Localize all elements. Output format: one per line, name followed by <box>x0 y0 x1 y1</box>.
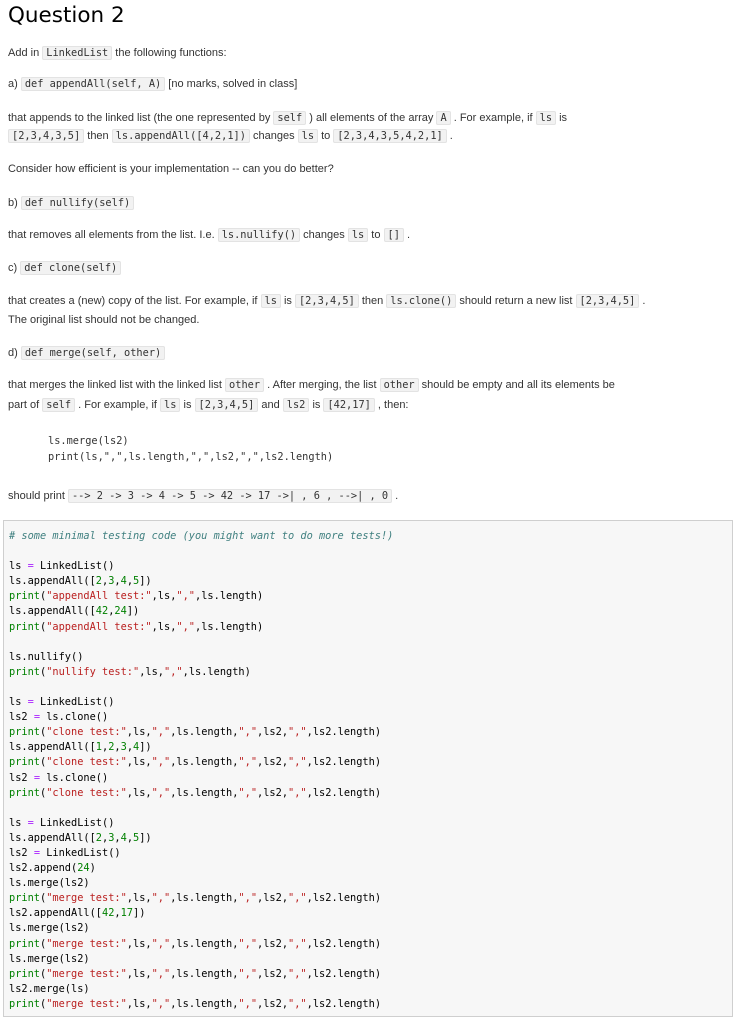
merge-example-line1: ls.merge(ls2) <box>48 435 129 447</box>
code-line: ls.appendAll([1,2,3,4]) <box>9 741 152 754</box>
part-a-signature: def appendAll(self, A) <box>21 77 165 91</box>
text: that merges the linked list with the linked list <box>8 379 226 391</box>
code-line: print("merge test:",ls,",",ls.length,",",ls2,",",ls2.length) <box>9 937 382 950</box>
part-a-efficiency: Consider how efficient is your implementation -- can you do better? <box>8 163 334 175</box>
code-line: ls2 = LinkedList() <box>9 846 121 859</box>
part-d-signature: def merge(self, other) <box>21 346 165 360</box>
text: . For example, if <box>450 112 536 124</box>
code-line: ls = LinkedList() <box>9 560 115 573</box>
text: that removes all elements from the list. I.e. <box>8 229 218 241</box>
part-d-should-print <box>8 488 725 504</box>
text: is <box>556 112 568 124</box>
code-call: ls.clone() <box>386 294 456 308</box>
part-c-label: c) <box>8 262 21 274</box>
code-line: print("merge test:",ls,",",ls.length,",",ls2,",",ls2.length) <box>9 892 382 905</box>
intro-prefix: Add in <box>8 47 43 59</box>
code-result: [2,3,4,5] <box>576 294 640 308</box>
text: . <box>446 130 453 142</box>
code-list: [2,3,4,3,5] <box>8 129 84 143</box>
code-other: other <box>225 378 264 392</box>
code-ls: ls <box>536 111 556 125</box>
text: then <box>84 130 112 142</box>
text: to <box>318 130 334 142</box>
part-b-signature: def nullify(self) <box>21 196 134 210</box>
code-line: ls.appendAll([42,24]) <box>9 605 140 618</box>
text: ) all elements of the array <box>306 112 437 124</box>
code-line: ls.nullify() <box>9 650 84 663</box>
code-call: ls.nullify() <box>218 228 300 242</box>
code-result: [] <box>384 228 404 242</box>
code-blank-line <box>9 680 393 695</box>
text: . <box>639 295 646 307</box>
text: then <box>358 295 387 307</box>
code-ls2: ls2 <box>283 398 310 412</box>
text: is <box>180 399 195 411</box>
code-line: print("merge test:",ls,",",ls.length,",",ls2,",",ls2.length) <box>9 997 382 1010</box>
code-self: self <box>42 398 75 412</box>
code-other: other <box>380 378 419 392</box>
code-list: [2,3,4,5] <box>295 294 359 308</box>
text: . <box>403 229 411 241</box>
text: is <box>280 295 295 307</box>
part-b-heading <box>8 195 725 211</box>
code-ls: ls <box>348 228 368 242</box>
text: that creates a (new) copy of the list. For example, if <box>8 295 261 307</box>
code-line: ls.merge(ls2) <box>9 922 90 935</box>
code-ls: ls <box>160 398 180 412</box>
text: . <box>392 490 399 502</box>
text: should return a new list <box>456 295 576 307</box>
text: changes <box>249 130 298 142</box>
part-a-heading <box>8 76 725 92</box>
part-c-desc-line2: The original list should not be changed. <box>8 314 200 326</box>
code-line: ls2.merge(ls) <box>9 982 90 995</box>
code-line: ls2 = ls.clone() <box>9 771 109 784</box>
part-d-desc-line2 <box>8 397 725 413</box>
code-line: ls = LinkedList() <box>9 816 115 829</box>
code-line: print("appendAll test:",ls,",",ls.length) <box>9 590 264 603</box>
code-line: print("clone test:",ls,",",ls.length,",",ls2,",",ls2.length) <box>9 756 382 769</box>
part-d-heading <box>8 345 725 361</box>
code-line: ls2.append(24) <box>9 862 96 875</box>
part-c-desc-line1 <box>8 293 725 309</box>
code-list: [42,17] <box>323 398 374 412</box>
code-result: [2,3,4,3,5,4,2,1] <box>333 129 446 143</box>
intro-code: LinkedList <box>42 46 112 60</box>
text: . For example, if <box>75 399 161 411</box>
code-line: ls.merge(ls2) <box>9 952 90 965</box>
code-line: ls2 = ls.clone() <box>9 711 109 724</box>
code-ls: ls <box>261 294 281 308</box>
code-blank-line <box>9 801 393 816</box>
code-lines <box>9 529 393 1012</box>
code-ls: ls <box>298 129 318 143</box>
code-line: print("merge test:",ls,",",ls.length,",",ls2,",",ls2.length) <box>9 967 382 980</box>
text: , then: <box>374 399 409 411</box>
text: should be empty and all its elements be <box>418 379 615 391</box>
code-line: ls.appendAll([2,3,4,5]) <box>9 575 152 588</box>
code-output: --> 2 -> 3 -> 4 -> 5 -> 42 -> 17 ->| , 6 , -->| , 0 <box>68 489 392 503</box>
text: and <box>258 399 283 411</box>
code-line: ls.appendAll([2,3,4,5]) <box>9 831 152 844</box>
text: part of <box>8 399 43 411</box>
code-line: print("clone test:",ls,",",ls.length,",",ls2,",",ls2.length) <box>9 726 382 739</box>
part-a-note: [no marks, solved in class] <box>165 78 298 90</box>
part-d-label: d) <box>8 347 21 359</box>
code-line: print("nullify test:",ls,",",ls.length) <box>9 665 251 678</box>
part-a-desc-line2 <box>8 128 725 144</box>
merge-example-line2: print(ls,",",ls.length,",",ls2,",",ls2.length) <box>48 451 334 463</box>
code-line: print("appendAll test:",ls,",",ls.length) <box>9 620 264 633</box>
code-list: [2,3,4,5] <box>195 398 259 412</box>
text: to <box>368 229 384 241</box>
part-a-label: a) <box>8 78 21 90</box>
part-b-desc <box>8 227 725 243</box>
intro-text <box>8 45 725 61</box>
intro-suffix: the following functions: <box>112 47 227 59</box>
code-self: self <box>273 111 306 125</box>
code-line: ls2.appendAll([42,17]) <box>9 907 146 920</box>
code-blank-line <box>9 544 393 559</box>
code-line: ls.merge(ls2) <box>9 877 90 890</box>
part-c-signature: def clone(self) <box>20 261 121 275</box>
part-d-desc-line1 <box>8 377 725 393</box>
text: . After merging, the list <box>264 379 380 391</box>
text: changes <box>300 229 348 241</box>
code-call: ls.appendAll([4,2,1]) <box>112 129 250 143</box>
code-blank-line <box>9 635 393 650</box>
text: is <box>309 399 324 411</box>
text: should print <box>8 490 68 502</box>
part-b-label: b) <box>8 197 21 209</box>
code-line: # some minimal testing code (you might want to do more tests!) <box>9 530 394 542</box>
code-line: ls = LinkedList() <box>9 696 115 709</box>
code-A: A <box>436 111 450 125</box>
text: that appends to the linked list (the one represented by <box>8 112 274 124</box>
part-a-desc-line1 <box>8 110 725 126</box>
code-cell[interactable] <box>3 520 733 1017</box>
code-line: print("clone test:",ls,",",ls.length,",",ls2,",",ls2.length) <box>9 786 382 799</box>
question-title: Question 2 <box>8 3 125 28</box>
part-c-heading <box>8 260 725 276</box>
